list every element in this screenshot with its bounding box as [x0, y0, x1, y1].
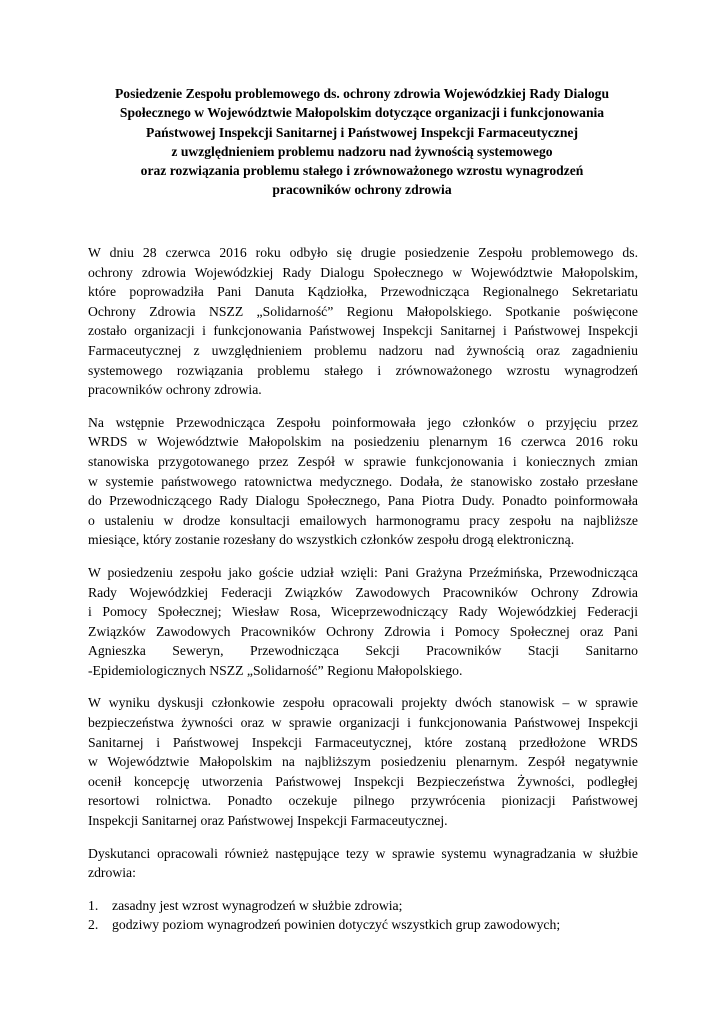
text-line: Sanitarnej i Państwowej Inspekcji Farmaceutycznej, które zostaną przedłożone WRDS	[88, 734, 638, 750]
text-line: i Pomocy Społecznej; Wiesław Rosa, Wiceprzewodniczący Rady Wojewódzkiej Federacji	[88, 604, 638, 620]
document-body	[88, 243, 638, 935]
paragraph-intro	[88, 243, 638, 400]
paragraph-theses-intro	[88, 844, 638, 883]
text-line: pracowników ochrony zdrowia.	[88, 382, 262, 398]
text-line: Dyskutanci opracowali również następujące tezy w sprawie systemu wynagradzania w służbie	[88, 845, 638, 861]
text-line: systemowego rozwiązania problemu stałego i zrównoważonego wzrostu wynagrodzeń	[88, 362, 638, 378]
title-line: oraz rozwiązania problemu stałego i zrównoważonego wzrostu wynagrodzeń	[140, 163, 584, 179]
list-item-number: 1.	[88, 897, 99, 913]
text-line: ocenił koncepcję utworzenia Państwowej Inspekcji Bezpieczeństwa Żywności, podległej	[88, 773, 638, 789]
text-line: do Przewodniczącego Rady Dialogu Społecznego, Pana Piotra Dudy. Ponadto poinformowała	[88, 493, 638, 509]
title-line: Państwowej Inspekcji Sanitarnej i Państwowej Inspekcji Farmaceutycznej	[146, 124, 578, 140]
theses-list	[88, 896, 638, 935]
text-line: Inspekcji Sanitarnej oraz Państwowej Inspekcji Farmaceutycznej.	[88, 813, 448, 829]
document-title	[88, 84, 636, 200]
text-line: -Epidemiologicznych NSZZ „Solidarność” Regionu Małopolskiego.	[88, 662, 463, 678]
text-line: Agnieszka Seweryn, Przewodnicząca Sekcji Pracowników Stacji Sanitarno	[88, 643, 638, 659]
text-line: resortowi rolnictwa. Ponadto oczekuje pilnego przywrócenia pionizacji Państwowej	[88, 793, 638, 809]
text-line: miesiące, który zostanie rozesłany do wszystkich członków zespołu drogą elektroniczną.	[88, 532, 575, 548]
text-line: Ochrony Zdrowia NSZZ „Solidarność” Regionu Małopolskiego. Spotkanie poświęcone	[88, 303, 638, 319]
text-line: Farmaceutycznej z uwzględnieniem problemu nadzoru nad żywnością oraz zagadnieniu	[88, 342, 638, 358]
text-line: w systemie państwowego ratownictwa medycznego. Dodała, że stanowisko zostało przesłane	[88, 473, 638, 489]
text-line: WRDS w Województwie Małopolskim na posiedzeniu plenarnym 16 czerwca 2016 roku	[88, 434, 638, 450]
text-line: stanowiska przygotowanego przez Zespół w sprawie funkcjonowania i koniecznych zmian	[88, 453, 638, 469]
paragraph-guests	[88, 563, 638, 681]
text-line: o ustaleniu w drodze konsultacji emailowych harmonogramu pracy zespołu na najbliższe	[88, 512, 638, 528]
text-line: Rady Wojewódzkiej Federacji Związków Zawodowych Pracowników Ochrony Zdrowia	[88, 584, 638, 600]
text-line: W posiedzeniu zespołu jako goście udział wzięli: Pani Grażyna Przeźmińska, Przewodnicząca	[88, 564, 638, 580]
text-line: Na wstępnie Przewodnicząca Zespołu poinformowała jego członków o przyjęciu przez	[88, 414, 638, 430]
list-item-text: godziwy poziom wynagrodzeń powinien dotyczyć wszystkich grup zawodowych;	[112, 917, 561, 933]
paragraph-discussion	[88, 693, 638, 830]
text-line: które poprowadziła Pani Danuta Kądziołka, Przewodnicząca Regionalnego Sekretariatu	[88, 284, 638, 300]
text-line: w Województwie Małopolskim na najbliższym posiedzeniu plenarnym. Zespół negatywnie	[88, 754, 638, 770]
title-line: z uwzględnieniem problemu nadzoru nad żywnością systemowego	[171, 143, 553, 159]
paragraph-announcements	[88, 413, 638, 550]
text-line: zostało organizacji i funkcjonowania Państwowej Inspekcji Sanitarnej i Państwowej Inspekcji	[88, 323, 638, 339]
text-line: ochrony zdrowia Wojewódzkiej Rady Dialogu Społecznego w Województwie Małopolskim,	[88, 264, 638, 280]
text-line: bezpieczeństwa żywności oraz w sprawie organizacji i funkcjonowania Państwowej Inspekcji	[88, 715, 638, 731]
list-item	[88, 896, 638, 916]
list-item-number: 2.	[88, 917, 99, 933]
text-line: W dniu 28 czerwca 2016 roku odbyło się drugie posiedzenie Zespołu problemowego ds.	[88, 245, 638, 260]
list-item	[88, 915, 638, 935]
title-line: Społecznego w Województwie Małopolskim dotyczące organizacji i funkcjonowania	[119, 105, 605, 121]
text-line: W wyniku dyskusji członkowie zespołu opracowali projekty dwóch stanowisk – w sprawie	[88, 695, 638, 711]
title-line: pracowników ochrony zdrowia	[272, 182, 452, 198]
text-line: Związków Zawodowych Pracowników Ochrony Zdrowia i Pomocy Społecznej oraz Pani	[88, 623, 638, 639]
list-item-text: zasadny jest wzrost wynagrodzeń w służbie zdrowia;	[112, 897, 403, 913]
text-line: zdrowia:	[88, 865, 136, 881]
title-line: Posiedzenie Zespołu problemowego ds. ochrony zdrowia Wojewódzkiej Rady Dialogu	[114, 86, 610, 101]
